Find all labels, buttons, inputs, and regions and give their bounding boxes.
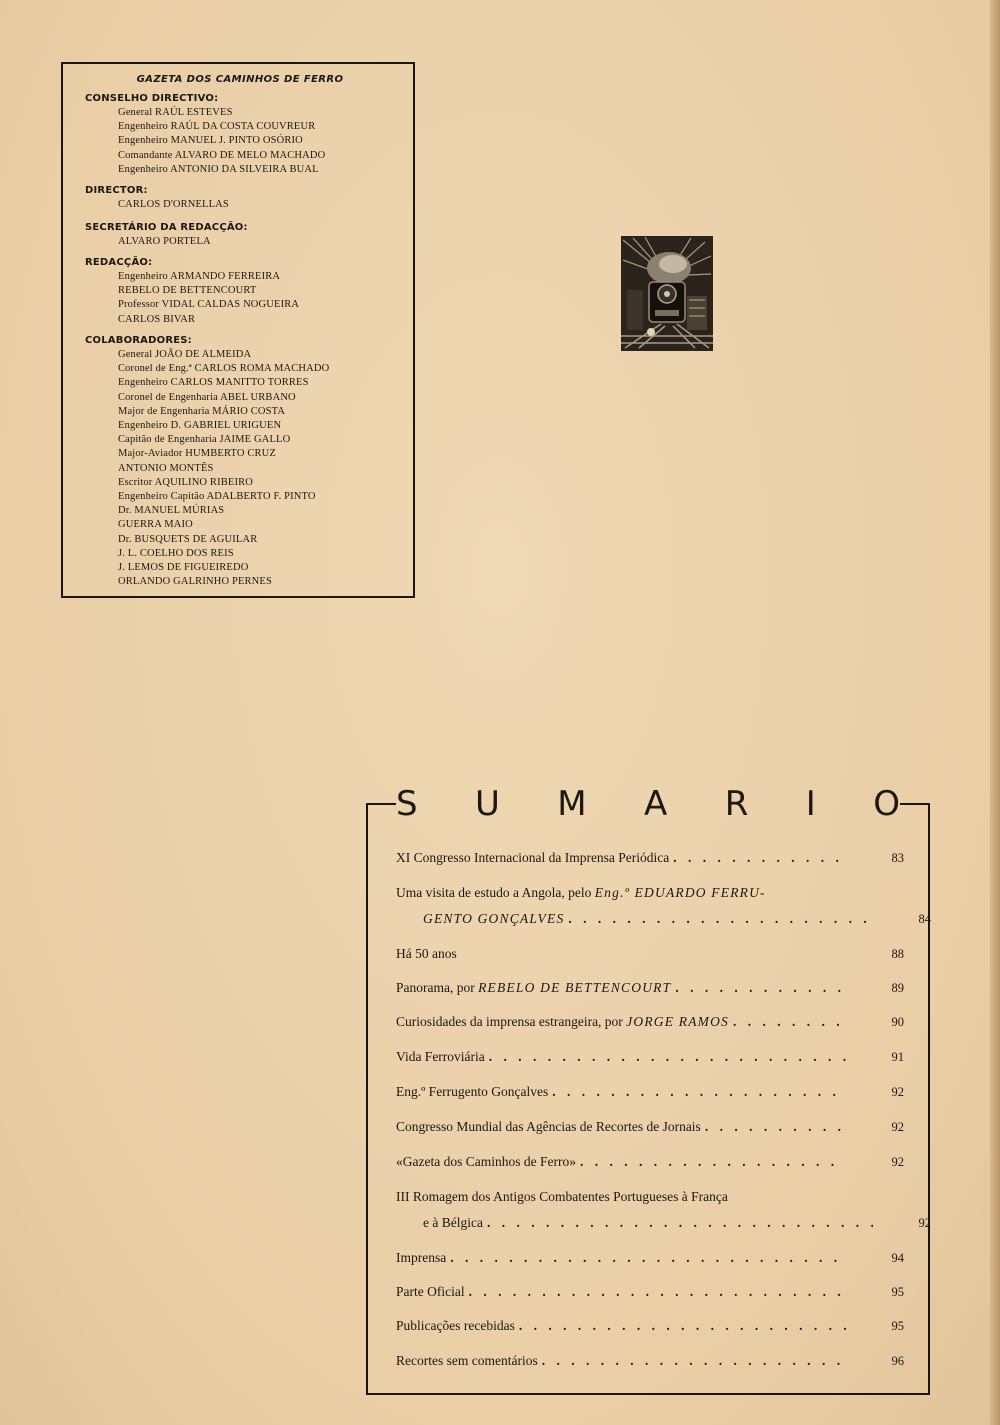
summary-box-top-right [900,803,930,805]
toc-entry-title: Recortes sem comentários [396,1353,538,1368]
toc-entry[interactable] [396,1245,904,1271]
staff-section-colaboradores [85,334,405,589]
toc-entry[interactable] [396,941,904,967]
staff-name: Escritor AQUILINO RIBEIRO [118,476,253,488]
toc-entry-author: JORGE RAMOS [626,1014,729,1029]
staff-name: J. L. COELHO DOS REIS [118,547,234,559]
staff-name: ORLANDO GALRINHO PERNES [118,576,272,588]
toc-page-number: 89 [891,981,904,995]
dot-leader [515,1313,846,1339]
toc-entry-continuation: e à Bélgica [423,1215,483,1230]
staff-name: Professor VIDAL CALDAS NOGUEIRA [118,299,300,311]
toc-entry-author-continuation: GENTO GONÇALVES [423,911,565,926]
section-heading: SECRETÁRIO DA REDACÇÃO: [85,222,248,233]
staff-name: Capitão de Engenharia JAIME GALLO [118,434,291,446]
staff-list [85,106,405,177]
toc-page-number: 92 [918,1216,931,1230]
staff-list [85,270,405,327]
staff-name: Engenheiro CARLOS MANITTO TORRES [118,377,309,389]
toc-entry[interactable] [396,1313,904,1339]
summary-title-letter: I [805,784,816,824]
staff-list [85,348,405,589]
staff-section-secretario [85,221,405,249]
dot-leader [446,1245,846,1271]
dot-leader [538,1348,846,1374]
staff-name: Major-Aviador HUMBERTO CRUZ [118,448,276,460]
masthead-box [61,62,415,598]
page-edge-shadow [990,0,1000,1425]
toc-entry-title: Imprensa [396,1250,447,1265]
toc-entry[interactable] [396,1348,904,1374]
toc-entry[interactable] [396,1184,931,1236]
dot-leader [701,1114,846,1140]
toc-entry-title: Parte Oficial [396,1284,465,1299]
toc-entry-title: XI Congresso Internacional da Imprensa Periódica [396,850,670,865]
staff-name: ALVARO PORTELA [118,236,211,247]
staff-name: Dr. MANUEL MÚRIAS [118,505,225,517]
toc-page-number: 91 [891,1050,904,1064]
section-heading: DIRECTOR: [85,185,148,196]
toc-entry-title: Uma visita de estudo a Angola, pelo [396,885,592,900]
dot-leader [483,1210,873,1236]
dot-leader [576,1149,846,1175]
summary-title-letter: S [396,784,418,824]
toc-entry[interactable] [396,1279,904,1305]
toc-entry-author: Eng.º EDUARDO FERRU- [594,885,766,900]
locomotive-woodcut-icon [621,236,713,351]
toc-entry-title: «Gazeta dos Caminhos de Ferro» [396,1154,576,1169]
toc-entry[interactable] [396,1044,904,1070]
staff-list [85,235,405,249]
toc-entry-title: Há 50 anos [396,946,457,961]
staff-name: Engenheiro D. GABRIEL URIGUEN [118,420,282,432]
staff-name: General RAÚL ESTEVES [118,107,233,118]
staff-section-conselho [85,92,405,177]
summary-title-letter: O [873,784,900,824]
dot-leader [669,845,846,871]
staff-name: CARLOS BIVAR [118,313,196,325]
section-heading: COLABORADORES: [85,335,192,346]
summary-title-letter: R [724,784,749,824]
toc-page-number: 95 [891,1285,904,1299]
staff-name: ANTONIO MONTÊS [118,462,214,474]
toc-entry-title: Congresso Mundial das Agências de Recortes de Jornais [396,1119,701,1134]
dot-leader [548,1079,846,1105]
staff-name: Coronel de Engenharia ABEL URBANO [118,391,296,403]
staff-name: Engenheiro Capitão ADALBERTO F. PINTO [118,491,316,503]
dot-leader [465,1279,846,1305]
staff-section-redaccao [85,256,405,327]
toc-entry[interactable] [396,1079,904,1105]
summary-title-letter: A [644,784,668,824]
toc-entry[interactable] [396,1149,904,1175]
dot-leader [729,1009,846,1035]
toc-page-number: 88 [891,947,904,961]
toc-entry-title: Publicações recebidas [396,1318,515,1333]
toc-entry[interactable] [396,880,931,932]
toc-entry-title: Vida Ferroviária [396,1049,485,1064]
dot-leader [564,906,873,932]
staff-name: Engenheiro MANUEL J. PINTO OSÓRIO [118,135,303,147]
section-heading: REDACÇÃO: [85,257,153,268]
toc-page-number: 92 [891,1085,904,1099]
staff-name: J. LEMOS DE FIGUEIREDO [118,562,249,574]
staff-name: CARLOS D'ORNELLAS [118,199,229,210]
summary-title-letter: U [475,784,500,824]
staff-name: Engenheiro ARMANDO FERREIRA [118,271,281,282]
staff-name: GUERRA MAIO [118,519,193,531]
toc-entry[interactable] [396,1114,904,1140]
summary-box-top-left [366,803,396,805]
toc-entry-title: Curiosidades da imprensa estrangeira, por [396,1014,623,1029]
toc-entry[interactable] [396,1009,904,1035]
toc-page-number: 96 [891,1354,904,1368]
staff-name: REBELO DE BETTENCOURT [118,285,257,297]
staff-name: Engenheiro ANTONIO DA SILVEIRA BUAL [118,163,319,175]
toc-page-number: 95 [891,1319,904,1333]
dot-leader [671,975,846,1001]
staff-name: Comandante ALVARO DE MELO MACHADO [118,149,326,161]
toc-page-number: 92 [891,1120,904,1134]
toc-entry-title: Eng.º Ferrugento Gonçalves [396,1084,549,1099]
toc-entry-title: III Romagem dos Antigos Combatentes Portugueses à França [396,1189,728,1204]
toc-page-number: 92 [891,1155,904,1169]
staff-name: Engenheiro RAÚL DA COSTA COUVREUR [118,121,316,133]
staff-list [85,198,405,212]
section-heading: CONSELHO DIRECTIVO: [85,93,219,104]
staff-section-director [85,184,405,212]
toc-entry-title: Panorama, por [396,980,475,995]
toc-page-number: 94 [891,1251,904,1265]
staff-name: Coronel de Eng.ª CARLOS ROMA MACHADO [118,363,330,375]
toc-page-number: 83 [891,851,904,865]
toc-entry[interactable] [396,975,904,1001]
toc-page-number: 84 [918,912,931,926]
masthead-title: GAZETA DOS CAMINHOS DE FERRO [136,74,344,85]
staff-name: General JOÃO DE ALMEIDA [118,349,252,360]
summary-title-letter: M [557,784,587,824]
summary-title [396,784,900,824]
staff-name: Dr. BUSQUETS DE AGUILAR [118,533,258,545]
toc-page-number: 90 [891,1015,904,1029]
toc-entry-author: REBELO DE BETTENCOURT [478,980,672,995]
dot-leader [485,1044,846,1070]
staff-name: Major de Engenharia MÁRIO COSTA [118,405,286,417]
toc-entry[interactable] [396,845,904,871]
